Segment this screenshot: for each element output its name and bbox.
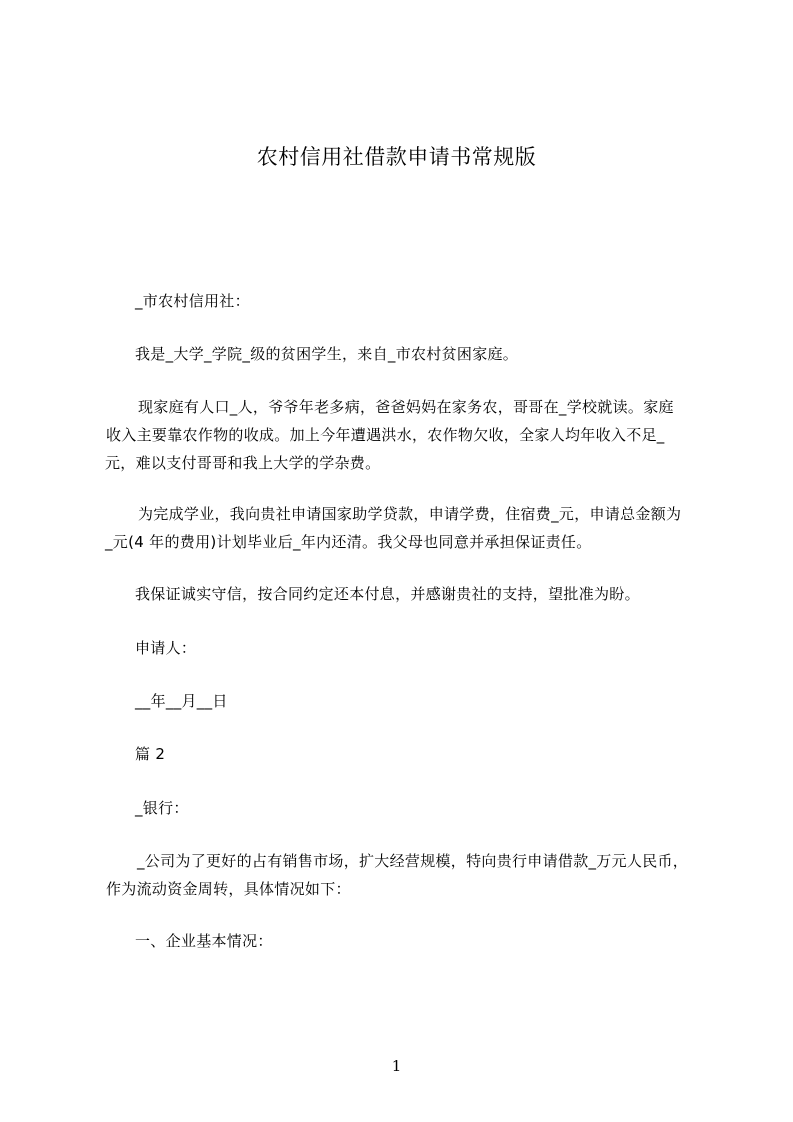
paragraph-line: 收入主要靠农作物的收成。加上今年遭遇洪水，农作物欠收，全家人均年收入不足_ <box>106 426 665 444</box>
paragraph-line: 为完成学业，我向贵社申请国家助学贷款，申请学费，住宿费_元，申请总金额为 <box>138 505 682 523</box>
paragraph-line: _元(4 年的费用)计划毕业后_年内还清。我父母也同意并承担保证责任。 <box>105 533 592 551</box>
section-heading: 篇 2 <box>135 745 166 763</box>
applicant-line: 申请人： <box>135 639 197 657</box>
page-number: 1 <box>391 1057 402 1075</box>
paragraph-line: 我保证诚实守信，按合同约定还本付息，并感谢贵社的支持，望批准为盼。 <box>135 585 640 603</box>
salutation-line: _银行： <box>135 799 189 817</box>
date-line: __年__月__日 <box>135 692 228 710</box>
paragraph-line: _公司为了更好的占有销售市场，扩大经营规模，特向贵行申请借款_万元人民币， <box>137 852 689 870</box>
paragraph-line: 作为流动资金周转，具体情况如下： <box>106 880 351 898</box>
section-heading: 一、企业基本情况： <box>135 932 273 950</box>
document-title: 农村信用社借款申请书常规版 <box>256 145 537 169</box>
paragraph-line: 我是_大学_学院_级的贫困学生，来自_市农村贫困家庭。 <box>135 345 519 363</box>
paragraph-line: 元，难以支付哥哥和我上大学的学杂费。 <box>105 454 381 472</box>
salutation-line: _市农村信用社： <box>135 292 250 310</box>
paragraph-line: 现家庭有人口_人，爷爷年老多病，爸爸妈妈在家务农，哥哥在_学校就读。家庭 <box>138 398 674 416</box>
